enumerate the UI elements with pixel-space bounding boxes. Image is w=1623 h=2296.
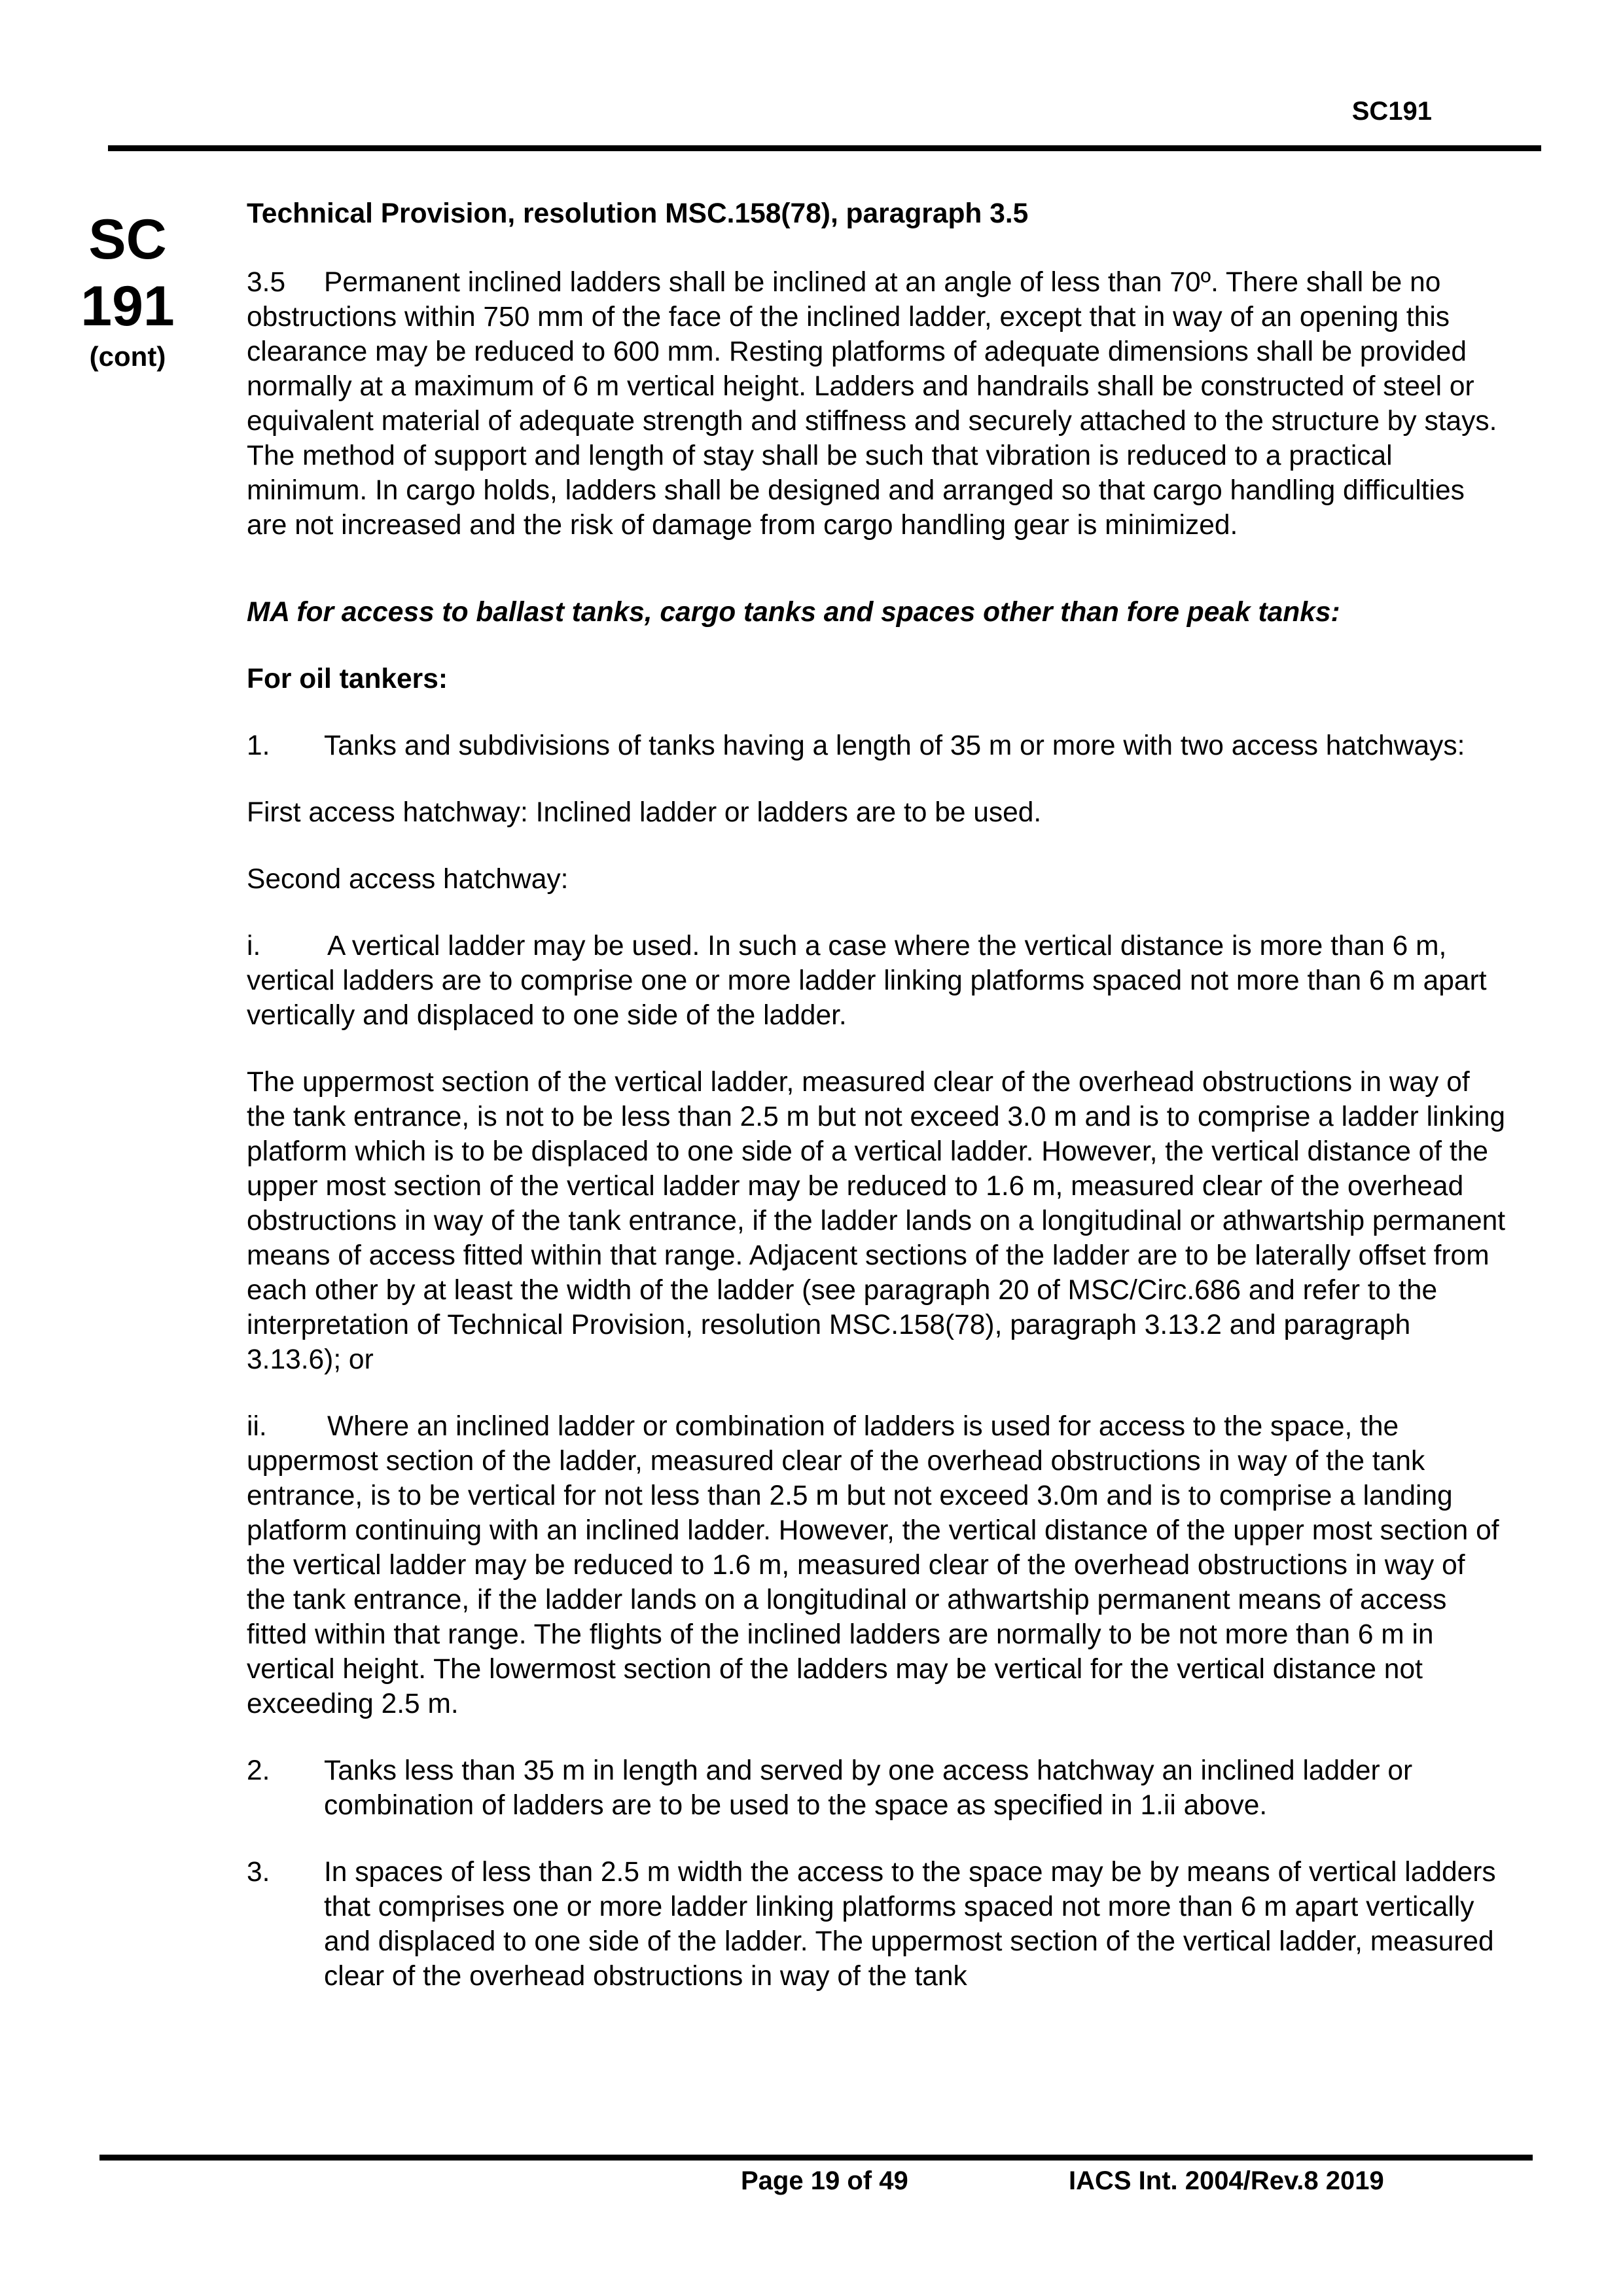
list-item-3-text: In spaces of less than 2.5 m width the access to the space may be by means of vertical ladders that comprises one or more ladder linking platforms spaced not more than 6 m apart vertically and displaced to one side of the ladder. The uppermost section of the vertical ladder, measured clear of the overhead obstructions in way of the tank xyxy=(324,1857,1496,1992)
sub-item-i xyxy=(247,929,1510,1033)
page-number: Page 19 of 49 xyxy=(741,2166,908,2195)
document-body xyxy=(247,196,1510,2026)
header-rule xyxy=(108,145,1541,151)
side-mark-cont: (cont) xyxy=(89,341,166,372)
list-item-2-number: 2. xyxy=(247,1755,270,1786)
document-reference: IACS Int. 2004/Rev.8 2019 xyxy=(1069,2166,1384,2195)
list-item-2-text: Tanks less than 35 m in length and served by one access hatchway an inclined ladder or combination of ladders are to be used to the space as specified in 1.ii above. xyxy=(324,1755,1413,1821)
side-mark-sc: SC xyxy=(88,208,167,271)
side-margin-mark xyxy=(79,208,177,373)
paragraph-3-5 xyxy=(247,265,1510,543)
uppermost-section-paragraph: The uppermost section of the vertical ladder, measured clear of the overhead obstructions in way of the tank entrance, is not to be less than 2.5 m but not exceed 3.0 m and is to comprise a ladder linking platform which is to be displaced to one side of a vertical ladder. However, the vertical distance of the upper most section of the vertical ladder may be reduced to 1.6 m, measured clear of the overhead obstructions in way of the tank entrance, if the ladder lands on a longitudinal or athwartship permanent means of access fitted within that range. Adjacent sections of the ladder are to be laterally offset from each other by at least the width of the ladder (see paragraph 20 of MSC/Circ.686 and refer to the interpretation of Technical Provision, resolution MSC.158(78), paragraph 3.13.2 and paragraph 3.13.6); or xyxy=(247,1067,1506,1375)
sub-item-ii-text: Where an inclined ladder or combination of ladders is used for access to the space, the uppermost section of the ladder, measured clear of the overhead obstructions in way of the tank entrance, is to be vertical for not less than 2.5 m but not exceed 3.0m and is to comprise a landing platform continuing with an inclined ladder. However, the vertical distance of the upper most section of the vertical ladder may be reduced to 1.6 m, measured clear of the overhead obstructions in way of the tank entrance, if the ladder lands on a longitudinal or athwartship permanent means of access fitted within that range. The flights of the inclined ladders are normally to be not more than 6 m in vertical height. The lowermost section of the ladders may be vertical for the vertical distance not exceeding 2.5 m. xyxy=(247,1411,1499,1719)
sub-item-i-text: A vertical ladder may be used. In such a case where the vertical distance is more than 6 m, vertical ladders are to comprise one or more ladder linking platforms spaced not more than 6 m apart vertically and displaced to one side of the ladder. xyxy=(247,931,1487,1031)
second-access-hatchway: Second access hatchway: xyxy=(247,864,569,895)
list-item-1-number: 1. xyxy=(247,730,270,761)
oil-tankers-subheading: For oil tankers: xyxy=(247,664,448,694)
side-mark-number: 191 xyxy=(80,275,175,338)
list-item-1-text: Tanks and subdivisions of tanks having a length of 35 m or more with two access hatchways: xyxy=(324,730,1465,761)
paragraph-3-5-number: 3.5 xyxy=(247,267,286,298)
first-access-hatchway: First access hatchway: Inclined ladder or ladders are to be used. xyxy=(247,797,1042,828)
list-item-3-number: 3. xyxy=(247,1857,270,1888)
list-item-1 xyxy=(247,728,1510,763)
sub-item-ii xyxy=(247,1409,1510,1721)
header-code: SC191 xyxy=(1351,97,1432,126)
ma-heading: MA for access to ballast tanks, cargo tanks and spaces other than fore peak tanks: xyxy=(247,597,1340,628)
list-item-2 xyxy=(247,1753,1510,1823)
list-item-3 xyxy=(247,1855,1510,1994)
sub-item-i-label: i. xyxy=(247,931,261,961)
sub-item-ii-label: ii. xyxy=(247,1411,267,1442)
section-heading: Technical Provision, resolution MSC.158(78), paragraph 3.5 xyxy=(247,198,1029,229)
paragraph-3-5-text: Permanent inclined ladders shall be inclined at an angle of less than 70º. There shall be no obstructions within 750 mm of the face of the inclined ladder, except that in way of an opening this clearance may be reduced to 600 mm. Resting platforms of adequate dimensions shall be provided normally at a maximum of 6 m vertical height. Ladders and handrails shall be constructed of steel or equivalent material of adequate strength and stiffness and securely attached to the structure by stays. The method of support and length of stay shall be such that vibration is reduced to a practical minimum. In cargo holds, ladders shall be designed and arranged so that cargo handling difficulties are not increased and the risk of damage from cargo handling gear is minimized. xyxy=(247,267,1497,541)
footer-rule xyxy=(99,2155,1533,2161)
